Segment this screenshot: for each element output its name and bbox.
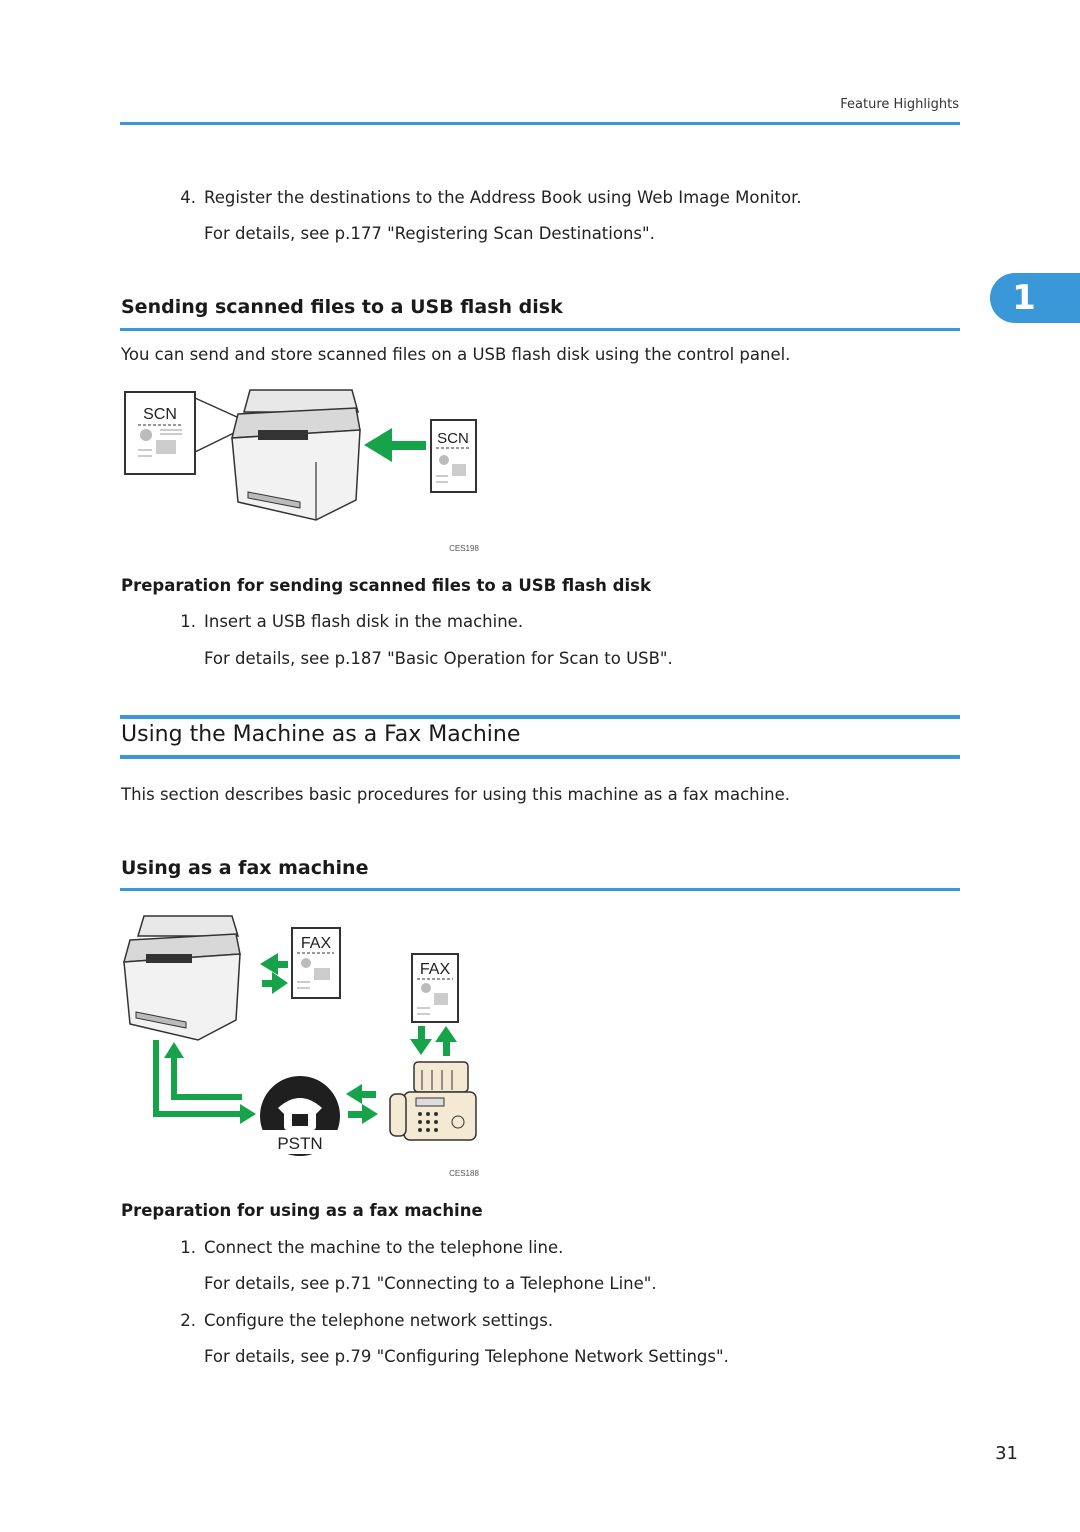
step-number: 1. <box>180 612 196 631</box>
arrow-right-icon <box>262 972 288 994</box>
page-number: 31 <box>995 1443 1018 1464</box>
chapter-number: 1 <box>1012 278 1036 318</box>
step-text: Connect the machine to the telephone line. <box>204 1238 564 1257</box>
scan-to-usb-illustration <box>120 380 500 560</box>
figure-caption: CES188 <box>449 1169 479 1178</box>
fax-machine-illustration <box>120 908 500 1183</box>
step-number: 2. <box>180 1311 196 1330</box>
step-text: Insert a USB flash disk in the machine. <box>204 612 524 631</box>
arrow-down-icon <box>410 1026 432 1055</box>
network-label: PSTN <box>277 1134 323 1153</box>
step-number: 1. <box>180 1238 196 1257</box>
chapter-intro: This section describes basic procedures for using this machine as a fax machine. <box>121 785 791 804</box>
chapter-top-rule <box>120 715 960 719</box>
doc-label-fax-right: FAX <box>419 961 451 978</box>
header-rule <box>120 122 960 125</box>
arrow-left-icon <box>260 953 288 975</box>
printer-icon <box>232 390 360 520</box>
step-detail: For details, see p.71 "Connecting to a Telephone Line". <box>204 1274 657 1293</box>
doc-label-scn-left: SCN <box>143 406 177 423</box>
section-intro: You can send and store scanned files on a USB flash disk using the control panel. <box>121 345 791 364</box>
arrow-left-icon <box>364 428 426 462</box>
step-detail: For details, see p.79 "Configuring Telephone Network Settings". <box>204 1347 729 1366</box>
section-rule <box>120 888 960 891</box>
arrow-up-icon <box>435 1026 457 1056</box>
step-detail: For details, see p.187 "Basic Operation for Scan to USB". <box>204 649 673 668</box>
chapter-tab <box>990 273 1080 323</box>
step-text: Register the destinations to the Address Book using Web Image Monitor. <box>204 188 802 207</box>
doc-label-fax-left: FAX <box>300 935 332 952</box>
running-header: Feature Highlights <box>840 97 959 112</box>
figure-caption: CES198 <box>449 544 479 553</box>
prep-heading-fax: Preparation for using as a fax machine <box>121 1201 483 1220</box>
printer-icon <box>124 916 240 1040</box>
chapter-bottom-rule <box>120 755 960 759</box>
doc-label-scn-right: SCN <box>437 430 469 447</box>
arrow-right-icon <box>348 1104 378 1124</box>
step-detail: For details, see p.177 "Registering Scan Destinations". <box>204 224 655 243</box>
scan-document-icon <box>125 392 195 474</box>
section-heading-usb: Sending scanned files to a USB flash disk <box>121 296 563 318</box>
fax-document-icon <box>412 954 458 1022</box>
step-number: 4. <box>180 188 196 207</box>
telephone-icon <box>260 1076 340 1156</box>
section-heading-fax: Using as a fax machine <box>121 857 369 879</box>
scan-document-icon <box>431 420 476 492</box>
chapter-heading-fax: Using the Machine as a Fax Machine <box>121 722 521 747</box>
prep-heading-usb: Preparation for sending scanned files to a USB flash disk <box>121 576 651 595</box>
arrow-left-icon <box>346 1084 376 1104</box>
step-text: Configure the telephone network settings. <box>204 1311 554 1330</box>
fax-machine-icon <box>390 1062 476 1140</box>
section-rule <box>120 328 960 331</box>
fax-document-icon <box>292 928 340 998</box>
